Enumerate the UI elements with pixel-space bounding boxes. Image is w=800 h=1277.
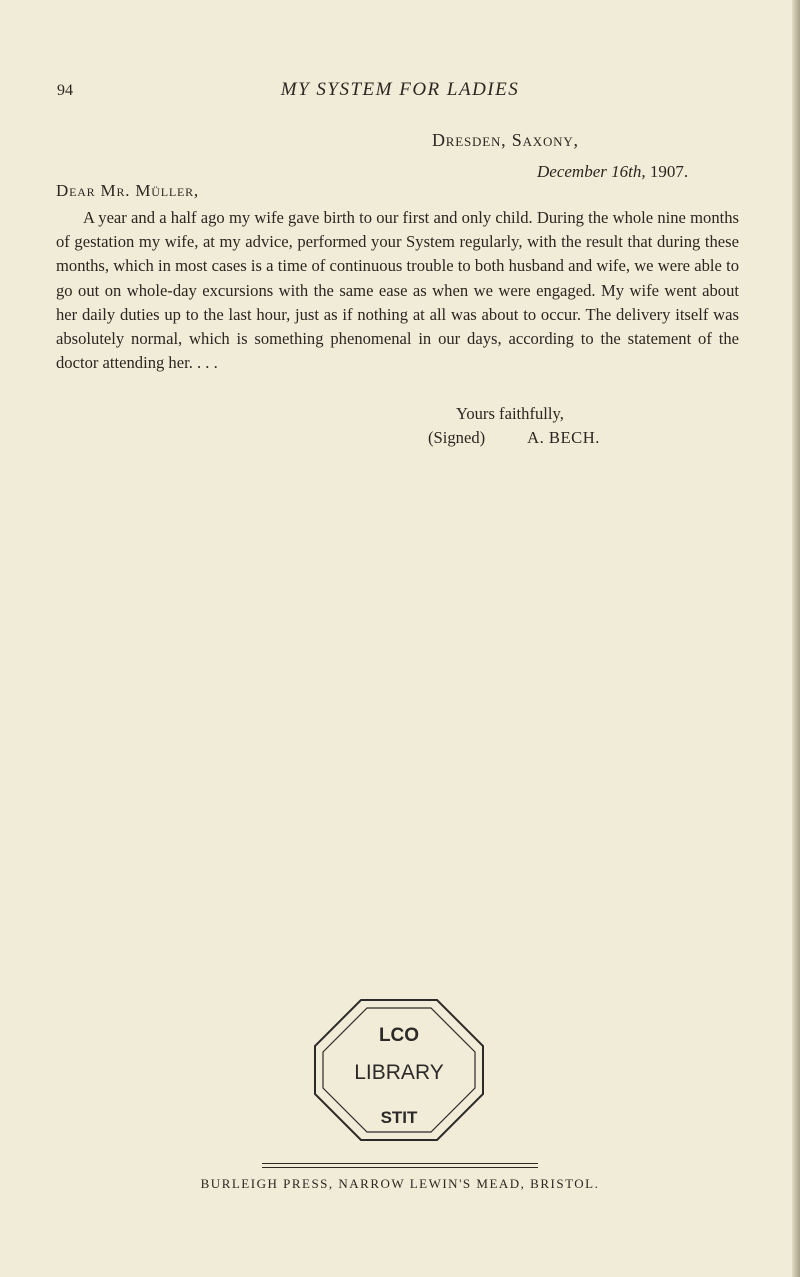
date-month: December — [537, 162, 607, 181]
running-head: MY SYSTEM FOR LADIES — [280, 79, 520, 100]
page-number: 94 — [57, 82, 73, 99]
letter-salutation: Dear Mr. Müller, — [56, 181, 199, 200]
letter-body: A year and a half ago my wife gave birth to our first and only child. During the whole nine months of gestation my wife, at my advice, performed your System regularly, with the result that during these months, which in most cases is a time of continuous trouble to both husband and wife, we were able to go out on whole-day excursions with the same ease as when we were engaged. My wife went about her daily duties up to the last hour, just as if nothing at all was about to occur. The delivery itself was absolutely normal, which is something phenomenal in our days, according to the statement of the doctor attending her. . . . — [56, 208, 739, 373]
letter-signature — [428, 428, 600, 448]
imprint-rule-bottom — [262, 1167, 538, 1168]
letter-closing: Yours faithfully, — [456, 404, 564, 423]
signed-name: A. BECH. — [527, 428, 600, 447]
date-year: 1907. — [649, 162, 689, 181]
library-stamp-graphic — [311, 997, 487, 1143]
page-edge — [792, 0, 800, 1277]
letter-place: Dresden, Saxony, — [432, 130, 579, 150]
signed-label: (Signed) — [428, 428, 486, 447]
printer-imprint: BURLEIGH PRESS, NARROW LEWIN'S MEAD, BRISTOL. — [200, 1176, 600, 1191]
stamp-bottom-text: STIT — [380, 1108, 418, 1127]
letter-date — [537, 162, 688, 182]
library-stamp — [311, 997, 487, 1143]
imprint-rule-top — [262, 1163, 538, 1164]
stamp-center-text: LIBRARY — [354, 1061, 444, 1084]
date-day: 16th, — [611, 162, 646, 181]
stamp-top-text: LCO — [378, 1025, 420, 1046]
